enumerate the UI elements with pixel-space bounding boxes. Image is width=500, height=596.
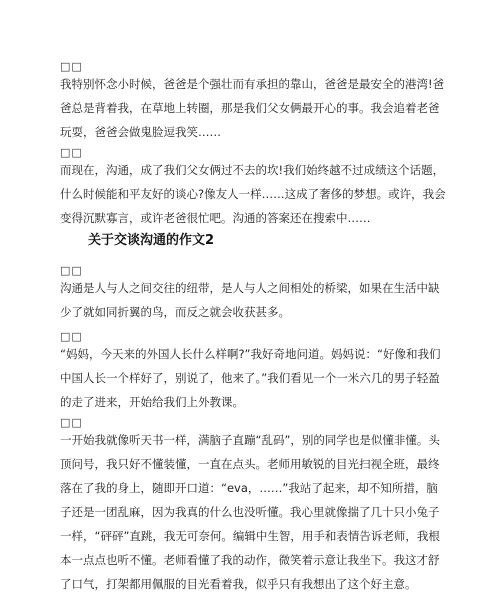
- paragraph: 我特别怀念小时候，爸爸是个强壮而有承担的靠山，爸爸是最安全的港湾!爸爸总是背着我，在草地上转圈，那是我们父女俩最开心的事。我会追着老爸玩耍，爸爸会做鬼脸逗我笑……: [60, 77, 445, 139]
- paragraph-marker: □□: [60, 330, 83, 343]
- paragraph: “妈妈，今天来的外国人长什么样啊?”我好奇地问道。妈妈说：“好像和我们中国人长一个样好了，别说了，他来了。”我们看见一个一米六几的男子轻盈的走了进来，开始给我们上外教课。: [60, 347, 441, 409]
- paragraph: 沟通是人与人之间交往的纽带，是人与人之间相处的桥梁，如果在生活中缺少了就如同折翼的鸟，而反之就会收获甚多。: [60, 281, 440, 319]
- section-heading: 关于交谈沟通的作文2: [88, 233, 215, 248]
- paragraph-marker: □□: [60, 264, 83, 277]
- paragraph-marker: □□: [60, 416, 83, 429]
- paragraph: 一开始我就像听天书一样，满脑子直蹦“乱码”，别的同学也是似懂非懂。头顶问号，我只好不懂装懂，一直在点头。老师用敏锐的目光扫视全班，最终落在了我的身上，随即开口道：“eva，……”我站了起来，却不知所措，脑子还是一团乱麻，因为我真的什么也没听懂。我心里就像揣了几十只小兔子一样，“砰砰”直跳，我无可奈何。编辑中生智，用手和表情告诉老师，我根本一点点也听不懂。老师看懂了我的动作，微笑着示意让我坐下。我这才舒了口气，打架都用佩服的目光看着我，似乎只有我想出了这个好主意。: [60, 433, 440, 591]
- paragraph: 而现在，沟通，成了我们父女俩过不去的坎!我们始终越不过成绩这个话题，什么时候能和平友好的谈心?像友人一样……这成了奢侈的梦想。或许，我会变得沉默寡言，或许老爸很忙吧。沟通的答案还在搜索中……: [60, 163, 446, 225]
- paragraph-marker: □□: [60, 146, 83, 159]
- paragraph-marker: □□: [60, 60, 83, 73]
